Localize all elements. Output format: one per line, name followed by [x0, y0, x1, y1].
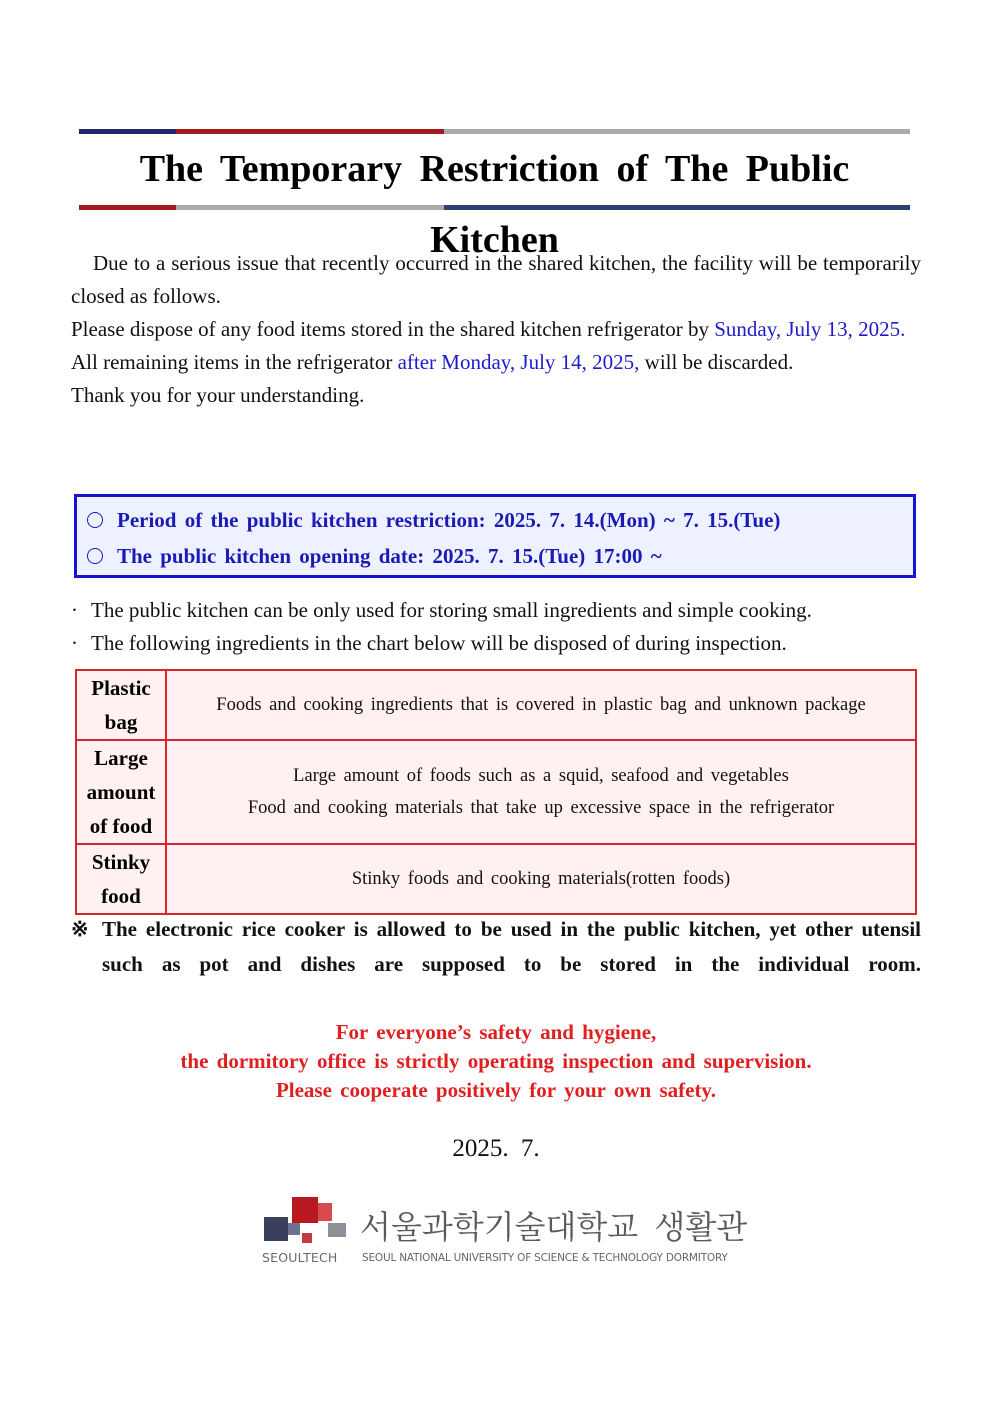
- title-block: [79, 129, 910, 261]
- seoultech-emblem-icon: [262, 1193, 347, 1249]
- intro-paragraph-2: [71, 313, 921, 346]
- discard-date: after Monday, July 14, 2025,: [397, 350, 640, 374]
- description-line: Large amount of foods such as a squid, seafood and vegetables: [293, 766, 789, 786]
- table-row: [76, 740, 916, 844]
- opening-date: The public kitchen opening date: 2025. 7. 15.(Tue) 17:00 ~: [117, 544, 662, 568]
- category-cell: Large amount of food: [76, 740, 166, 844]
- table-row: [76, 844, 916, 914]
- intro-p3-text: All remaining items in the refrigerator: [71, 350, 398, 374]
- category-cell: Stinky food: [76, 844, 166, 914]
- circle-bullet-icon: [87, 512, 103, 528]
- category-cell: Plastic bag: [76, 670, 166, 740]
- intro-paragraph-3: [71, 346, 921, 379]
- closing-line: For everyone’s safety and hygiene,: [335, 1020, 657, 1044]
- rule-text: The following ingredients in the chart below will be disposed of during inspection.: [91, 631, 787, 655]
- logo-english-name: SEOULTECH: [262, 1250, 338, 1265]
- seoultech-logo: [262, 1193, 748, 1273]
- rule-item: [71, 627, 931, 660]
- description-cell: [166, 740, 916, 844]
- description-cell: [166, 844, 916, 914]
- closing-message: [71, 1018, 921, 1105]
- description-line: Stinky foods and cooking materials(rotten foods): [351, 869, 731, 889]
- logo-subtitle: SEOUL NATIONAL UNIVERSITY OF SCIENCE & TECHNOLOGY DORMITORY: [362, 1252, 728, 1264]
- note-text: The electronic rice cooker is allowed to be used in the public kitchen, yet other utensil such as pot and dishes are supposed to be stored in the individual room.: [102, 917, 921, 976]
- logo-korean-name: 서울과학기술대학교 생활관: [360, 1208, 748, 1246]
- opening-date-row: [87, 538, 662, 574]
- rules-list: [71, 594, 931, 660]
- restriction-period: Period of the public kitchen restriction: 2025. 7. 14.(Mon) ~ 7. 15.(Tue): [117, 508, 781, 532]
- bullet-dot: ·: [71, 598, 78, 622]
- rule-text: The public kitchen can be only used for storing small ingredients and simple cooking.: [91, 598, 812, 622]
- period-box: [74, 494, 916, 578]
- intro-paragraph-4: Thank you for your understanding.: [71, 383, 365, 407]
- restriction-period-row: [87, 502, 780, 538]
- description-line: Food and cooking materials that take up excessive space in the refrigerator: [247, 798, 835, 818]
- intro-p2-text: Please dispose of any food items stored in the shared kitchen refrigerator by: [71, 317, 715, 341]
- page-title: The Temporary Restriction of The Public Kitchen: [139, 148, 850, 261]
- title-bottom-bar: [79, 205, 910, 210]
- bullet-dot: ·: [71, 631, 78, 655]
- disposal-table: [75, 669, 917, 915]
- dispose-deadline: Sunday, July 13, 2025.: [714, 317, 906, 341]
- rule-item: [71, 594, 931, 627]
- intro-p3-tail: will be discarded.: [639, 350, 794, 374]
- rice-cooker-note: [71, 912, 921, 982]
- description-line: Foods and cooking ingredients that is covered in plastic bag and unknown package: [216, 695, 866, 715]
- intro-paragraph-1: Due to a serious issue that recently occurred in the shared kitchen, the facility will be temporarily closed as follows.: [71, 251, 921, 308]
- notice-date: 2025. 7.: [452, 1135, 540, 1162]
- description-cell: [166, 670, 916, 740]
- reference-mark-icon: ※: [71, 917, 89, 941]
- table-row: [76, 670, 916, 740]
- circle-bullet-icon: [87, 548, 103, 564]
- closing-line: the dormitory office is strictly operating inspection and supervision.: [180, 1049, 812, 1073]
- closing-line: Please cooperate positively for your own safety.: [275, 1078, 717, 1102]
- intro-text: [71, 247, 921, 412]
